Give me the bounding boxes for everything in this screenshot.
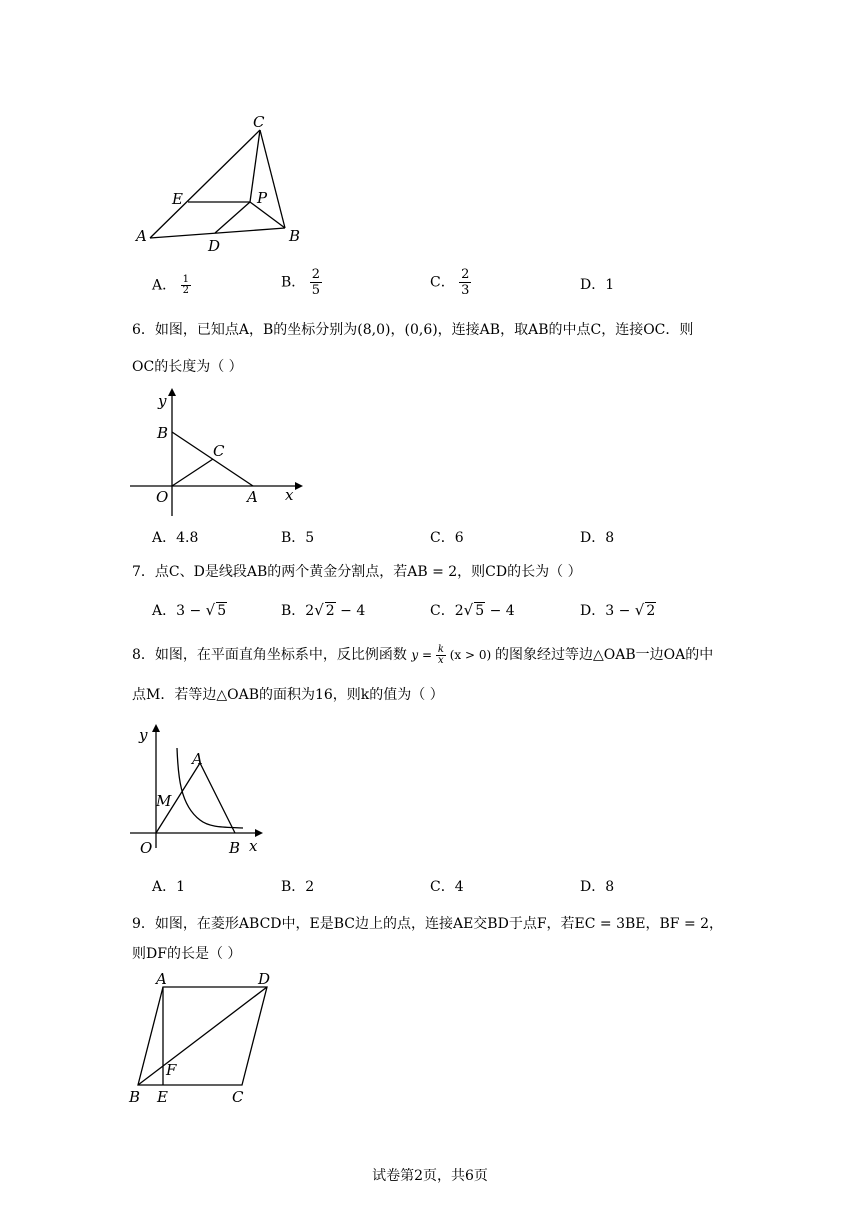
- question-6-line-2: OC的长度为（ ）: [132, 359, 243, 375]
- segment-pd: [215, 202, 250, 233]
- question-9-line-1: 9．如图，在菱形ABCD中，E是BC边上的点，连接AE交BD于点F，若EC = 3BE，BF = 2，: [132, 916, 724, 932]
- fraction: $\frac{1}{2}$: [182, 274, 189, 296]
- label-y: y: [139, 726, 148, 744]
- q6-option-a[interactable]: A．4.8: [152, 530, 199, 546]
- label-o: O: [140, 839, 153, 857]
- label-o: O: [156, 488, 169, 506]
- function-expression: y = $\frac{k}{x}$ (x > 0): [411, 644, 492, 666]
- question-6-line-1: 6．如图，已知点A，B的坐标分别为(8,0)，(0,6)，连接AB，取AB的中点C，连接OC．则: [132, 322, 694, 338]
- q7-option-c[interactable]: C．2√ 5 − 4: [430, 601, 515, 619]
- segment-bd: [138, 987, 267, 1085]
- question-8-figure: [125, 720, 275, 860]
- label-e: E: [172, 190, 183, 208]
- label-x: x: [285, 486, 294, 504]
- q8-option-d[interactable]: D．8: [580, 879, 615, 895]
- q8-option-c[interactable]: C．4: [430, 879, 464, 895]
- q7-option-a[interactable]: A．3 − √ 5: [152, 601, 227, 619]
- label-b: B: [229, 839, 241, 857]
- question-5-figure: [130, 110, 310, 260]
- segment-cb: [260, 130, 285, 228]
- label-m: M: [156, 792, 172, 810]
- question-9-line-2: 则DF的长是（ ）: [132, 946, 242, 962]
- segment-ac: [150, 130, 260, 238]
- fraction: $\frac{2}{3}$: [461, 267, 470, 298]
- y-axis-arrow: [152, 724, 160, 732]
- q8-option-b[interactable]: B．2: [281, 879, 315, 895]
- label-c: C: [232, 1088, 244, 1106]
- label-p: P: [257, 189, 268, 207]
- question-7-line-1: 7．点C、D是线段AB的两个黄金分割点，若AB = 2，则CD的长为（ ）: [132, 564, 582, 580]
- question-9-figure: [125, 968, 285, 1108]
- q6-option-d[interactable]: D．8: [580, 530, 615, 546]
- q5-option-b[interactable]: B． $\frac{2}{5}$: [281, 267, 321, 298]
- label-a: A: [136, 227, 147, 245]
- question-6-figure: [125, 388, 315, 523]
- label-y: y: [158, 392, 167, 410]
- q5-option-a[interactable]: A． $\frac{1}{2}$: [152, 274, 189, 296]
- fraction: $\frac{2}{5}$: [311, 267, 321, 298]
- page-footer: 试卷第2页，共6页: [372, 1168, 488, 1184]
- q6-option-c[interactable]: C．6: [430, 530, 464, 546]
- q7-option-b[interactable]: B．2√ 2 − 4: [281, 601, 366, 619]
- q7-option-d[interactable]: D．3 − √ 2: [580, 601, 656, 619]
- label-a: A: [156, 970, 167, 988]
- x-axis-arrow: [255, 829, 263, 837]
- y-axis-arrow: [168, 388, 176, 396]
- label-c: C: [213, 442, 225, 460]
- q8-option-a[interactable]: A．1: [152, 879, 186, 895]
- label-b: B: [129, 1088, 141, 1106]
- label-d: D: [208, 237, 221, 255]
- q6-option-b[interactable]: B．5: [281, 530, 315, 546]
- question-8-line-2: 点M．若等边△OAB的面积为16，则k的值为（ ）: [132, 687, 444, 703]
- x-axis-arrow: [295, 482, 303, 490]
- label-x: x: [249, 837, 258, 855]
- label-b: B: [289, 227, 301, 245]
- label-b: B: [157, 424, 169, 442]
- label-f: F: [166, 1061, 177, 1079]
- segment-oc: [172, 459, 213, 486]
- label-a: A: [247, 488, 258, 506]
- label-a: A: [192, 750, 203, 768]
- label-e: E: [157, 1088, 168, 1106]
- question-8-line-1: 8．如图，在平面直角坐标系中，反比例函数 y = $\frac{k}{x}$ (x > 0) 的图象经过等边△OAB一边OA的中: [132, 644, 714, 666]
- label-c: C: [253, 113, 265, 131]
- hyperbola: [177, 748, 243, 828]
- label-d: D: [258, 970, 271, 988]
- q5-option-d[interactable]: D．1: [580, 277, 615, 293]
- q5-option-c[interactable]: C． $\frac{2}{3}$: [430, 267, 470, 298]
